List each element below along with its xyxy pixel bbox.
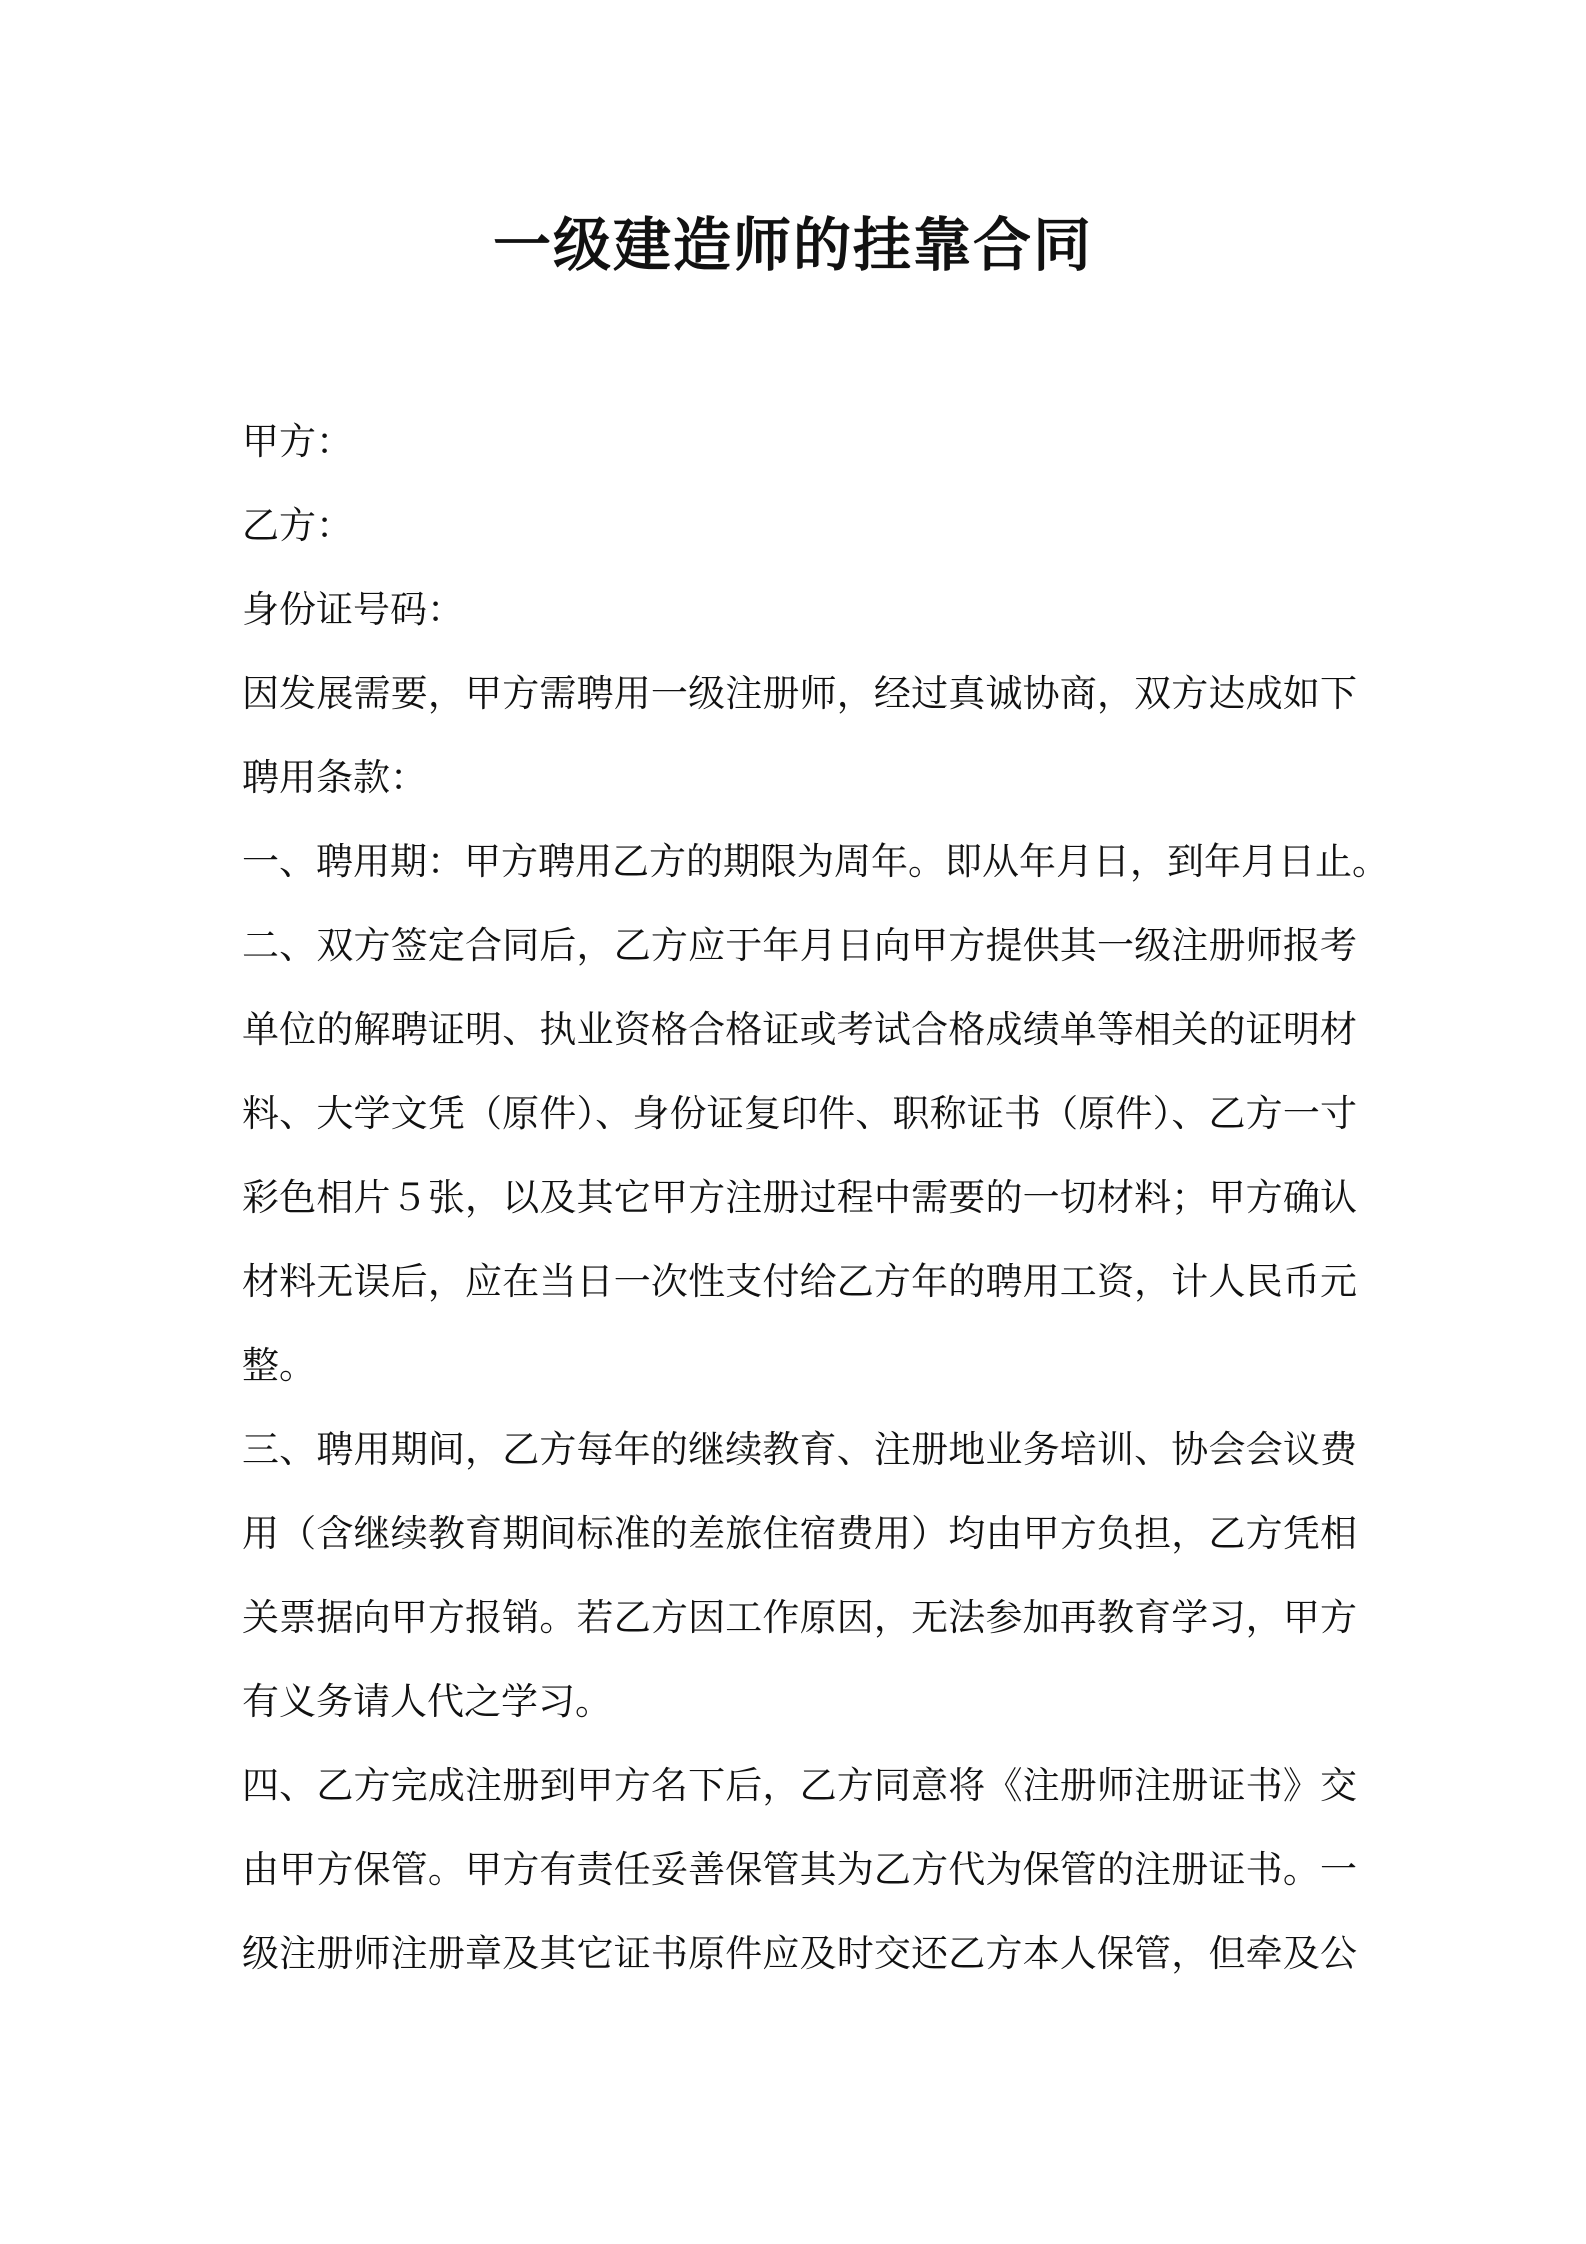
id-number-line: 身份证号码： (242, 588, 464, 631)
paragraph-line: 级注册师注册章及其它证书原件应及时交还乙方本人保管，但牵及公 (242, 1932, 1357, 1975)
paragraph-line: 聘用条款： (242, 756, 427, 799)
party-b-line: 乙方： (242, 504, 353, 547)
paragraph-line: 单位的解聘证明、执业资格合格证或考试合格成绩单等相关的证明材 (242, 1008, 1357, 1051)
document-body (242, 400, 1389, 1996)
paragraph-line: 三、聘用期间，乙方每年的继续教育、注册地业务培训、协会会议费 (242, 1428, 1357, 1471)
paragraph-line: 整。 (242, 1344, 316, 1387)
paragraph-line: 因发展需要，甲方需聘用一级注册师，经过真诚协商，双方达成如下 (242, 672, 1357, 715)
paragraph-line: 四、乙方完成注册到甲方名下后，乙方同意将《注册师注册证书》交 (242, 1764, 1357, 1807)
document-title: 一级建造师的挂靠合同 (492, 211, 1093, 279)
paragraph-line: 彩色相片５张，以及其它甲方注册过程中需要的一切材料；甲方确认 (242, 1176, 1357, 1219)
paragraph-line: 一、聘用期：甲方聘用乙方的期限为周年。即从年月日，到年月日止。 (242, 840, 1389, 883)
paragraph-line: 二、双方签定合同后，乙方应于年月日向甲方提供其一级注册师报考 (242, 924, 1357, 967)
paragraph-line: 材料无误后，应在当日一次性支付给乙方年的聘用工资，计人民币元 (242, 1260, 1357, 1303)
paragraph-line: 料、大学文凭（原件）、身份证复印件、职称证书（原件）、乙方一寸 (242, 1092, 1357, 1135)
paragraph-line: 有义务请人代之学习。 (242, 1680, 612, 1723)
paragraph-line: 用（含继续教育期间标准的差旅住宿费用）均由甲方负担，乙方凭相 (242, 1512, 1357, 1555)
paragraph-line: 由甲方保管。甲方有责任妥善保管其为乙方代为保管的注册证书。一 (242, 1848, 1357, 1891)
party-a-line: 甲方： (242, 420, 353, 463)
paragraph-line: 关票据向甲方报销。若乙方因工作原因，无法参加再教育学习，甲方 (242, 1596, 1357, 1639)
